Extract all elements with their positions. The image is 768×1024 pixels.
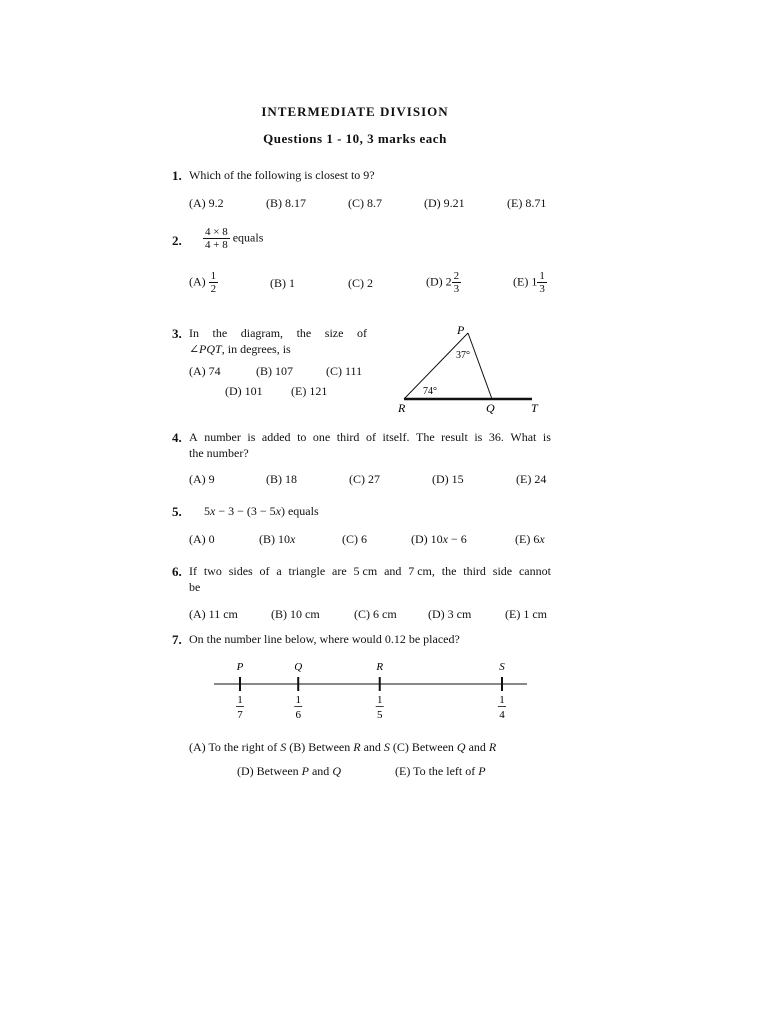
q4-option-b: (B) 18 bbox=[266, 472, 297, 486]
question-number-7: 7. bbox=[172, 632, 182, 647]
question-5-text: 5x − 3 − (3 − 5x) equals bbox=[204, 504, 319, 518]
number-line-label-q: Q bbox=[294, 661, 303, 673]
q7-option-c: (C) Between Q and R bbox=[389, 740, 497, 754]
label-t: T bbox=[531, 401, 538, 415]
label-r: R bbox=[398, 401, 406, 415]
q4-option-e: (E) 24 bbox=[516, 472, 547, 486]
question-7-text: On the number line below, where would 0.12 be placed? bbox=[189, 632, 460, 646]
q7-option-e: (E) To the left of P bbox=[395, 764, 486, 778]
q5-option-e: (E) 6x bbox=[515, 532, 545, 546]
label-p: P bbox=[457, 323, 465, 337]
question-number-2: 2. bbox=[172, 233, 182, 248]
q3-option-d: (D) 101 bbox=[225, 384, 263, 398]
q1-option-b: (B) 8.17 bbox=[266, 196, 306, 210]
number-line-numerator-s: 1 bbox=[499, 694, 505, 706]
label-q: Q bbox=[486, 401, 495, 415]
q6-option-c: (C) 6 cm bbox=[354, 607, 397, 621]
q2-option-d: (D) 2 $\frac{2}{3}$ bbox=[426, 270, 460, 295]
question-2-text: $\frac{4 \times 8}{4 + 8}$ equals bbox=[205, 226, 264, 251]
question-3-line-1: In the diagram, the size of bbox=[189, 326, 367, 340]
q2-option-c: (C) 2 bbox=[348, 276, 373, 290]
q1-option-c: (C) 8.7 bbox=[348, 196, 382, 210]
q3-option-e: (E) 121 bbox=[291, 384, 328, 398]
q5-option-d: (D) 10x − 6 bbox=[411, 532, 467, 546]
q7-option-b: (B) Between R and S bbox=[286, 740, 390, 754]
q5-option-c: (C) 6 bbox=[342, 532, 367, 546]
angle-p-label: 37° bbox=[456, 350, 470, 361]
question-6-line-1: If two sides of a triangle are 5 cm and 7 cm, the third side cannot bbox=[189, 564, 551, 578]
page-subtitle: Questions 1 - 10, 3 marks each bbox=[263, 131, 447, 146]
q1-option-e: (E) 8.71 bbox=[507, 196, 547, 210]
q5-option-a: (A) 0 bbox=[189, 532, 215, 546]
question-number-6: 6. bbox=[172, 564, 182, 579]
q3-option-b: (B) 107 bbox=[256, 364, 293, 378]
q7-option-d: (D) Between P and Q bbox=[237, 764, 341, 778]
number-line-label-p: P bbox=[236, 661, 244, 673]
page-title: INTERMEDIATE DIVISION bbox=[261, 104, 449, 119]
q1-option-a: (A) 9.2 bbox=[189, 196, 224, 210]
number-line-numerator-p: 1 bbox=[237, 694, 243, 706]
question-number-5: 5. bbox=[172, 504, 182, 519]
q4-option-c: (C) 27 bbox=[349, 472, 380, 486]
q2-option-a: (A) $\frac{1}{2}$ bbox=[189, 270, 217, 295]
question-3-line-2: ∠PQT, in degrees, is bbox=[189, 342, 291, 356]
number-line-denominator-s: 4 bbox=[499, 709, 505, 721]
number-line-numerator-r: 1 bbox=[376, 694, 383, 706]
question-number-3: 3. bbox=[172, 326, 182, 341]
number-line-label-r: R bbox=[376, 661, 384, 673]
number-line-denominator-r: 5 bbox=[376, 709, 383, 721]
q3-option-a: (A) 74 bbox=[189, 364, 221, 378]
number-line-denominator-p: 7 bbox=[237, 709, 243, 721]
q6-option-a: (A) 11 cm bbox=[189, 607, 238, 621]
q2-main-fraction: $\frac{4 \times 8}{4 + 8}$ bbox=[205, 226, 228, 251]
q4-option-a: (A) 9 bbox=[189, 472, 215, 486]
question-4-line-1: A number is added to one third of itself. The result is 36. What is bbox=[189, 430, 551, 444]
number-line-denominator-q: 6 bbox=[295, 709, 301, 721]
triangle-diagram bbox=[380, 318, 560, 418]
side-pq bbox=[468, 333, 492, 399]
q1-option-d: (D) 9.21 bbox=[424, 196, 465, 210]
q7-option-row-1 bbox=[189, 740, 496, 755]
q4-option-d: (D) 15 bbox=[432, 472, 464, 486]
question-6-line-2: be bbox=[189, 580, 201, 594]
number-line-label-s: S bbox=[499, 661, 505, 673]
q7-option-a: (A) To the right of S bbox=[189, 740, 287, 754]
q2-option-e: (E) 1 $\frac{1}{3}$ bbox=[513, 270, 545, 295]
question-1-text: Which of the following is closest to 9? bbox=[189, 168, 375, 182]
q6-option-d: (D) 3 cm bbox=[428, 607, 472, 621]
angle-r-label: 74° bbox=[423, 386, 437, 397]
question-number-4: 4. bbox=[172, 430, 182, 445]
number-line-numerator-q: 1 bbox=[295, 694, 301, 706]
question-4-line-2: the number? bbox=[189, 446, 249, 460]
q6-option-e: (E) 1 cm bbox=[505, 607, 547, 621]
q5-option-b: (B) 10x bbox=[259, 532, 296, 546]
number-line bbox=[200, 655, 540, 725]
q6-option-b: (B) 10 cm bbox=[271, 607, 320, 621]
question-number-1: 1. bbox=[172, 168, 182, 183]
q2-option-b: (B) 1 bbox=[270, 276, 295, 290]
q3-option-c: (C) 111 bbox=[326, 364, 363, 378]
